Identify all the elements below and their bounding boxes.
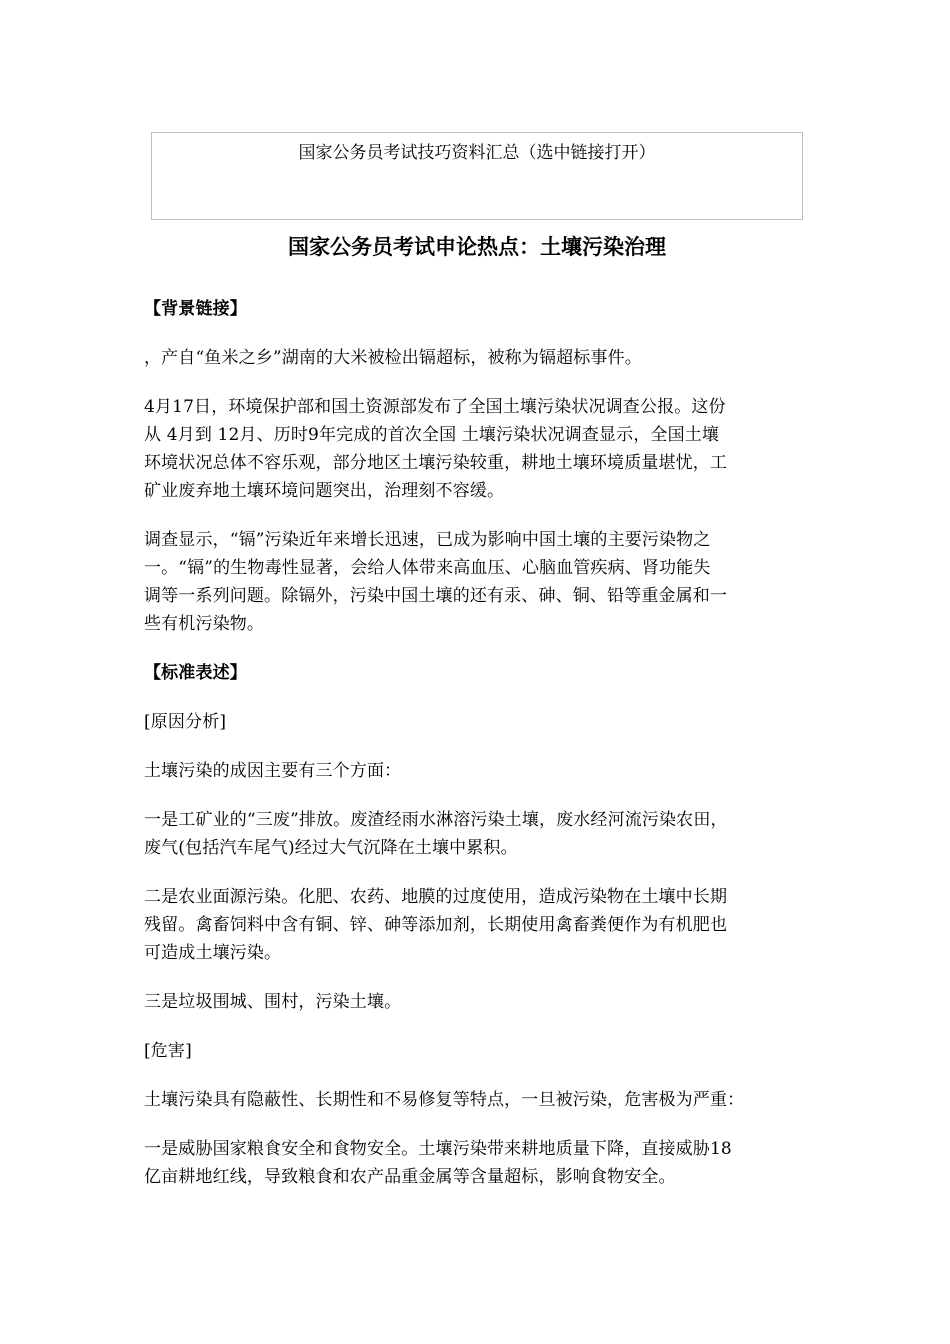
section-heading-standard	[144, 659, 809, 687]
text-line: 些有机污染物。	[144, 614, 265, 634]
paragraph-survey-report	[144, 393, 809, 505]
paragraph-cause-2	[144, 883, 809, 967]
subheading-causes	[144, 708, 809, 736]
resource-link-text[interactable]: 国家公务员考试技巧资料汇总（选中链接打开）	[298, 143, 656, 163]
paragraph-cadmium-rice	[144, 344, 809, 372]
text-line: 土壤污染具有隐蔽性、长期性和不易修复等特点，一旦被污染，危害极为严重：	[144, 1090, 745, 1110]
paragraph-cause-1	[144, 806, 809, 862]
text-line: 亿亩耕地红线，导致粮食和农产品重金属等含量超标，影响食物安全。	[144, 1167, 676, 1187]
text-line: 矿业废弃地土壤环境问题突出，治理刻不容缓。	[144, 481, 505, 501]
text-line: ，产自“鱼米之乡”湖南的大米被检出镉超标，被称为镉超标事件。	[144, 348, 642, 368]
text-line: 4月17日，环境保护部和国土资源部发布了全国土壤污染状况调查公报。这份	[144, 397, 726, 417]
section-heading-background	[144, 295, 809, 323]
document-title: 国家公务员考试申论热点：土壤污染治理	[288, 234, 666, 259]
text-line: 土壤污染的成因主要有三个方面：	[144, 761, 402, 781]
paragraph-cadmium-hazard	[144, 526, 809, 638]
text-line: 从 4月到 12月、历时9年完成的首次全国 土壤污染状况调查显示，全国土壤	[144, 425, 720, 445]
text-line: 一是威胁国家粮食安全和食物安全。土壤污染带来耕地质量下降，直接威胁18	[144, 1139, 732, 1159]
text-line: 废气(包括汽车尾气)经过大气沉降在土壤中累积。	[144, 838, 518, 858]
text-line: 【标准表述】	[144, 663, 247, 683]
text-line: [原因分析]	[144, 712, 227, 732]
text-line: 【背景链接】	[144, 299, 247, 319]
document-body	[144, 295, 809, 1212]
text-line: 可造成土壤污染。	[144, 943, 282, 963]
resource-link-box[interactable]	[151, 132, 803, 220]
text-line: 环境状况总体不容乐观，部分地区土壤污染较重，耕地土壤环境质量堪忧，工	[144, 453, 728, 473]
paragraph-causes-intro	[144, 757, 809, 785]
text-line: 二是农业面源污染。化肥、农药、地膜的过度使用，造成污染物在土壤中长期	[144, 887, 728, 907]
text-line: 调等一系列问题。除镉外，污染中国土壤的还有汞、砷、铜、铅等重金属和一	[144, 586, 728, 606]
text-line: 残留。禽畜饲料中含有铜、锌、砷等添加剂，长期使用禽畜粪便作为有机肥也	[144, 915, 728, 935]
paragraph-cause-3	[144, 988, 809, 1016]
text-line: 调查显示，“镉”污染近年来增长迅速，已成为影响中国土壤的主要污染物之	[144, 530, 711, 550]
text-line: 三是垃圾围城、围村，污染土壤。	[144, 992, 402, 1012]
subheading-harm	[144, 1037, 809, 1065]
paragraph-harm-1	[144, 1135, 809, 1191]
text-line: [危害]	[144, 1041, 192, 1061]
text-line: 一是工矿业的“三废”排放。废渣经雨水淋溶污染土壤，废水经河流污染农田，	[144, 810, 728, 830]
text-line: 一。“镉”的生物毒性显著，会给人体带来高血压、心脑血管疾病、肾功能失	[144, 558, 711, 578]
paragraph-harm-intro	[144, 1086, 809, 1114]
